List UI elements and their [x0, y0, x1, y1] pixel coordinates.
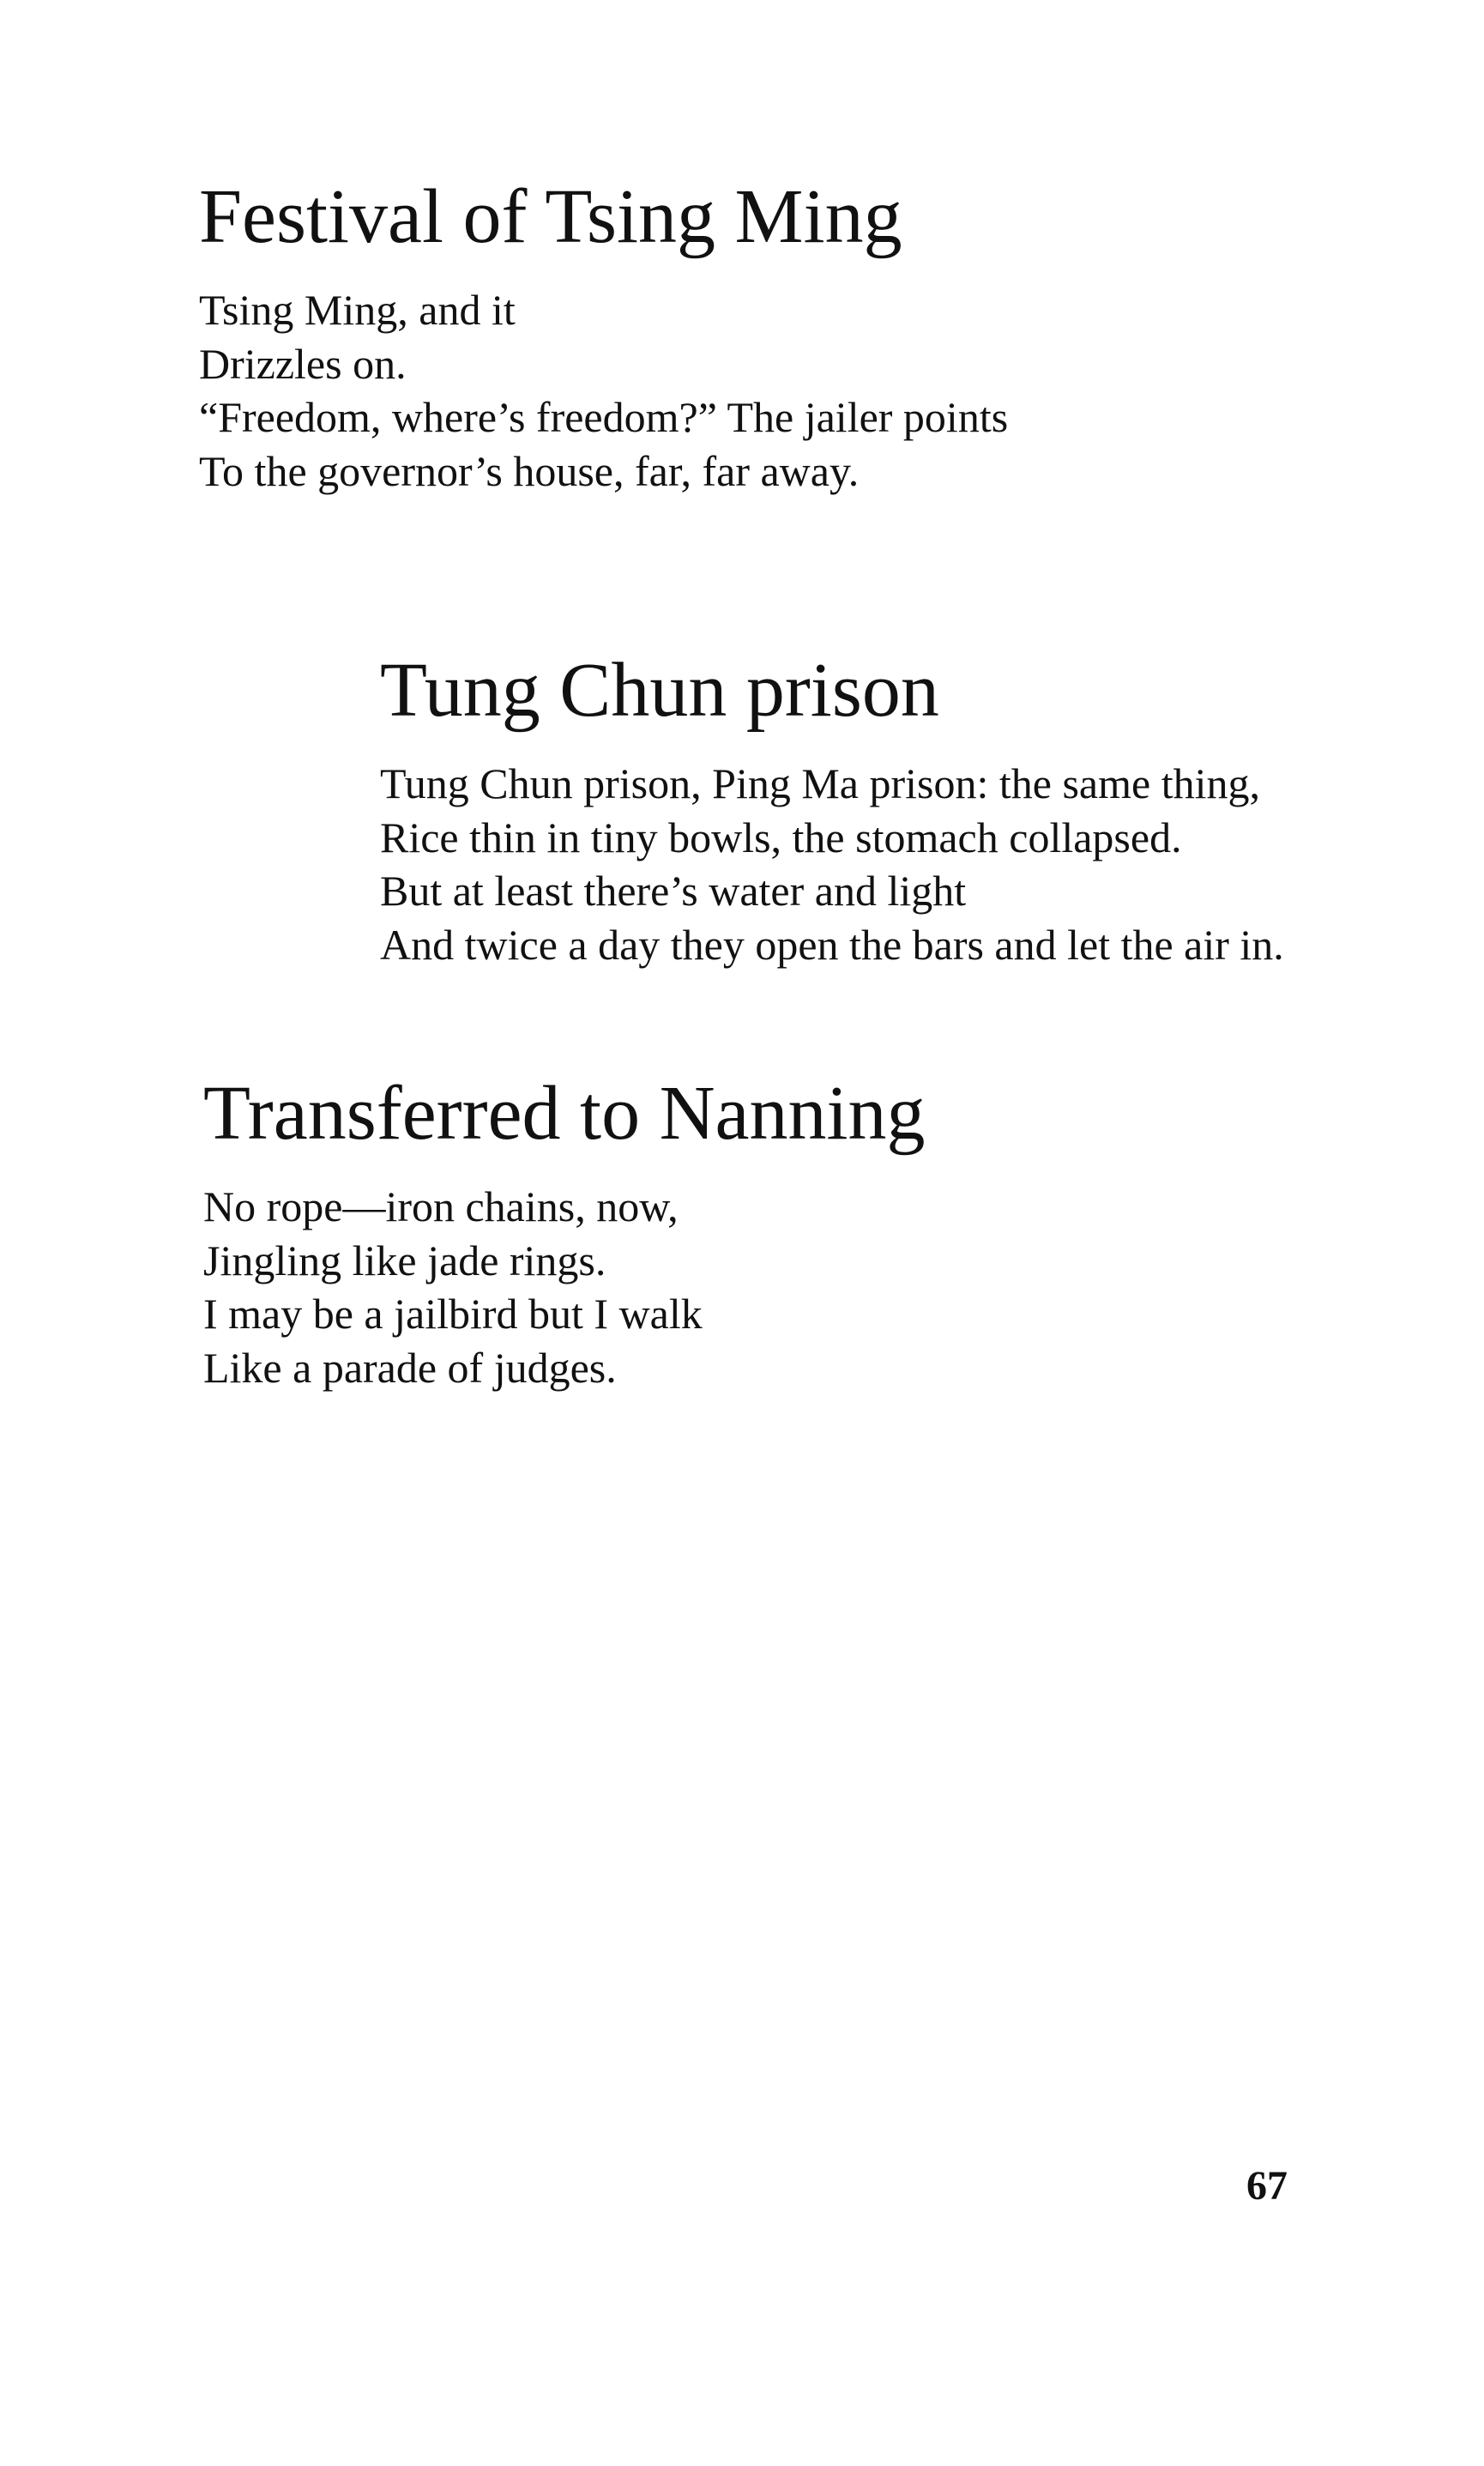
- poem-line: Tsing Ming, and it: [199, 286, 516, 334]
- poem-line: Tung Chun prison, Ping Ma prison: the same thing,: [380, 759, 1260, 807]
- poem-tung-chun-prison: [380, 648, 1284, 971]
- poem-line: Jingling like jade rings.: [203, 1236, 606, 1284]
- poem-line: Rice thin in tiny bowls, the stomach collapsed.: [380, 813, 1182, 861]
- page-number: 67: [1246, 2163, 1288, 2209]
- poem-line: And twice a day they open the bars and let the air in.: [380, 920, 1284, 969]
- poem-line: Drizzles on.: [199, 339, 407, 388]
- poem-line: I may be a jailbird but I walk: [203, 1290, 703, 1338]
- poem-line: No rope—iron chains, now,: [203, 1182, 679, 1230]
- poem-line: “Freedom, where’s freedom?” The jailer points: [199, 393, 1009, 441]
- poem-body: [203, 1180, 926, 1394]
- poem-title: Transferred to Nanning: [203, 1071, 926, 1156]
- poem-line: But at least there’s water and light: [380, 867, 967, 915]
- poem-line: To the governor’s house, far, far away.: [199, 446, 860, 495]
- poem-body: [380, 757, 1284, 971]
- poem-title: Festival of Tsing Ming: [199, 174, 902, 259]
- poem-title: Tung Chun prison: [380, 648, 939, 733]
- poem-line: Like a parade of judges.: [203, 1343, 617, 1392]
- poem-body: [199, 283, 1008, 498]
- poem-festival-of-tsing-ming: [199, 174, 1009, 498]
- poem-transferred-to-nanning: [203, 1071, 926, 1394]
